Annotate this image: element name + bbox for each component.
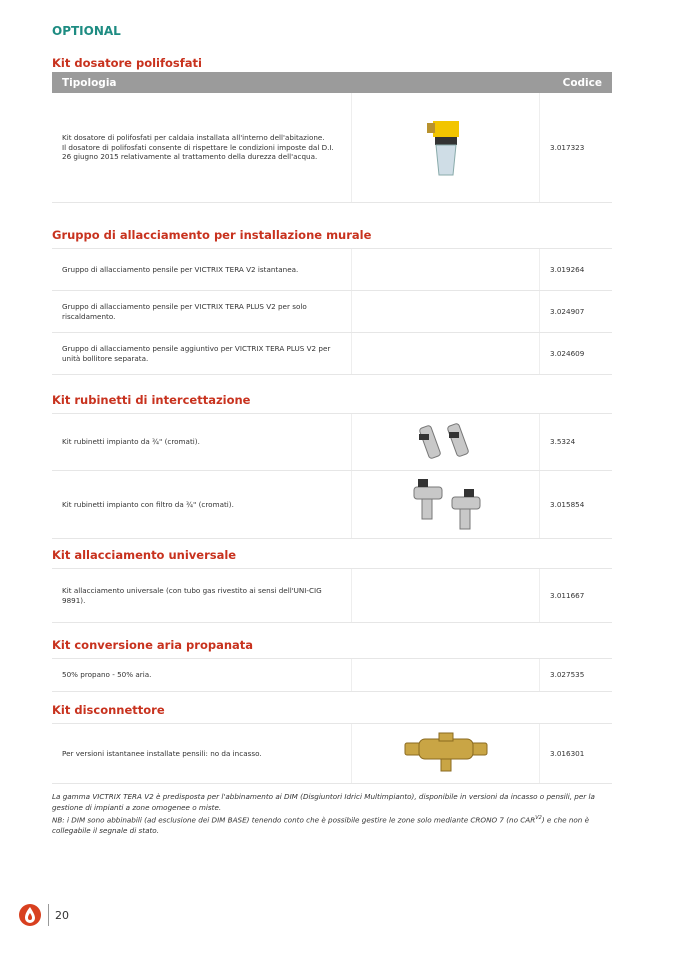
row-description: Per versioni istantanee installate pensili: no da incasso. <box>52 724 352 783</box>
section-title: Kit allacciamento universale <box>52 548 237 562</box>
section-dosatore <box>52 56 612 203</box>
row-code: 3.5324 <box>550 437 576 447</box>
table-row <box>52 249 612 291</box>
valves-image <box>352 414 540 470</box>
note-text: ) e che non è collegabile il segnale di stato. <box>52 815 590 836</box>
row-code: 3.024907 <box>550 306 585 316</box>
row-description: Kit rubinetti impianto con filtro da ¾" (cromati). <box>52 471 352 538</box>
section-disconnettore <box>52 703 612 784</box>
col-codice: Codice <box>562 76 602 89</box>
section-rubinetti <box>52 393 612 539</box>
table-row <box>52 471 612 539</box>
section-title: Kit dosatore polifosfati <box>52 56 202 70</box>
section-title: Kit rubinetti di intercettazione <box>52 393 251 407</box>
table-row <box>52 659 612 692</box>
page-footer <box>18 903 69 927</box>
row-code: 3.024609 <box>550 348 585 358</box>
table-row <box>52 724 612 784</box>
page-number: 20 <box>55 908 69 922</box>
row-description: Gruppo di allacciamento pensile aggiuntivo per VICTRIX TERA PLUS V2 per unità bollitore separata. <box>52 333 352 374</box>
row-code: 3.019264 <box>550 264 585 274</box>
table-header <box>52 72 612 93</box>
row-code: 3.027535 <box>550 670 585 680</box>
section-title: Kit disconnettore <box>52 703 165 717</box>
section-title: Kit conversione aria propanata <box>52 638 254 652</box>
table-row <box>52 414 612 471</box>
row-description: Kit allacciamento universale (con tubo gas rivestito ai sensi dell'UNI-CIG 9891). <box>52 569 352 622</box>
row-description: Gruppo di allacciamento pensile per VICTRIX TERA V2 istantanea. <box>52 249 352 290</box>
row-description: Kit dosatore di polifosfati per caldaia installata all'interno dell'abitazione. Il dosatore di polifosfati consente di rispettare le condizioni imposte dal D.I. 26 giugno 2015 relativamente al trattamento della durezza dell'acqua. <box>52 93 352 202</box>
row-code: 3.017323 <box>550 142 585 152</box>
note-line <box>52 813 617 836</box>
section-title: Gruppo di allacciamento per installazione murale <box>52 228 372 242</box>
footnote <box>52 791 617 836</box>
row-description: Gruppo di allacciamento pensile per VICTRIX TERA PLUS V2 per solo riscaldamento. <box>52 291 352 332</box>
row-description: 50% propano - 50% aria. <box>52 659 352 691</box>
table-row <box>52 291 612 333</box>
row-code: 3.015854 <box>550 499 585 509</box>
valves-filter-image <box>352 471 540 538</box>
section-label: OPTIONAL <box>52 24 121 38</box>
table-row <box>52 333 612 375</box>
note-text: NB: i DIM sono abbinabili (ad esclusione dei DIM BASE) tenendo conto che è possibile gestire le zone solo mediante CRONO 7 (no CAR <box>52 815 536 825</box>
section-universale <box>52 548 612 623</box>
section-gruppo <box>52 228 612 375</box>
row-description: Kit rubinetti impianto da ¾" (cromati). <box>52 414 352 470</box>
table-row <box>52 569 612 623</box>
dosatore-image <box>352 93 540 202</box>
section-propanata <box>52 638 612 692</box>
brand-logo-icon <box>18 903 42 927</box>
col-tipologia: Tipologia <box>62 76 117 89</box>
row-code: 3.011667 <box>550 590 585 600</box>
disconnector-image <box>352 724 540 783</box>
table-row <box>52 93 612 203</box>
note-line: La gamma VICTRIX TERA V2 è predisposta per l'abbinamento ai DIM (Disgiuntori Idrici Multimpianto), disponibile in versioni da incasso o pensili, per la gestione di impianti a zone omogenee o miste. <box>52 792 595 812</box>
note-sup: V2 <box>535 815 542 821</box>
row-code: 3.016301 <box>550 748 585 758</box>
